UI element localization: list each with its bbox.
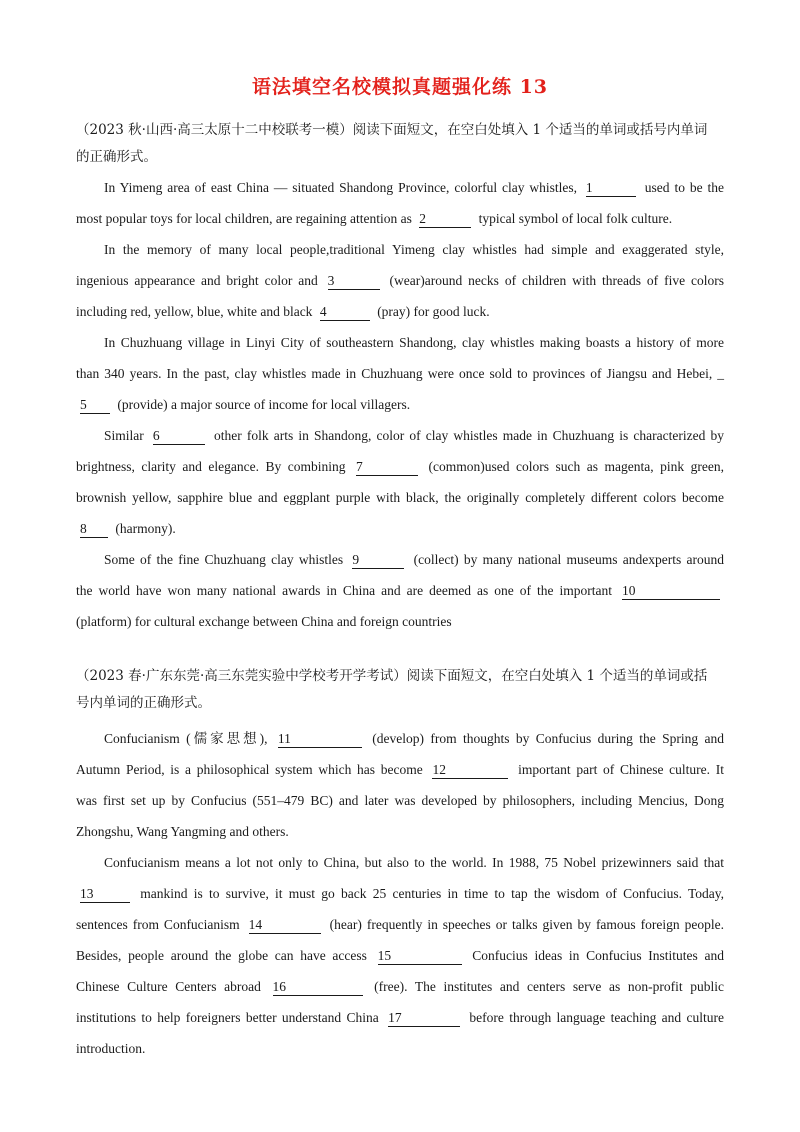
- section1-line: [76, 612, 724, 632]
- section2-line: [76, 946, 724, 966]
- passage-text: (hear) frequently in speeches or talks given by famous foreign people.: [324, 917, 724, 932]
- section1-line: [104, 333, 724, 353]
- passage-text: brightness, clarity and elegance. By combining: [76, 459, 352, 474]
- passage-text: Similar: [104, 428, 149, 443]
- passage-text: (collect) by many national museums andexperts around: [408, 552, 724, 567]
- section1-line: [104, 426, 724, 446]
- passage-text: was first set up by Confucius (551–479 BC) and later was developed by philosophers, including Mencius, Dong: [76, 793, 724, 808]
- passage-text: before through language teaching and culture: [464, 1010, 724, 1025]
- section1-line: [76, 209, 724, 229]
- answer-blank-15[interactable]: 15: [378, 948, 462, 965]
- passage-text: brownish yellow, sapphire blue and eggplant purple with black, the originally completely different colors become: [76, 490, 724, 505]
- passage-text: In the memory of many local people,traditional Yimeng clay whistles had simple and exaggerated style,: [104, 242, 724, 257]
- passage-text: (common)used colors such as magenta, pink green,: [422, 459, 724, 474]
- answer-blank-13[interactable]: 13: [80, 886, 130, 903]
- section2-line: [76, 822, 724, 842]
- page-title: 语法填空名校模拟真题强化练 13: [251, 76, 549, 98]
- answer-blank-10[interactable]: 10: [622, 583, 720, 600]
- answer-blank-1[interactable]: 1: [586, 180, 636, 197]
- section2-line: [76, 884, 724, 904]
- passage-text: (harmony).: [112, 521, 176, 536]
- passage-text: than 340 years. In the past, clay whistles made in Chuzhuang were once sold to provinces of Jiangsu and Hebei, _: [76, 366, 724, 381]
- answer-blank-9[interactable]: 9: [352, 552, 404, 569]
- section1-line: [76, 364, 724, 384]
- answer-blank-16[interactable]: 16: [273, 979, 363, 996]
- passage-text: In Chuzhuang village in Linyi City of southeastern Shandong, clay whistles making boasts a history of more: [104, 335, 724, 350]
- passage-text: (free). The institutes and centers serve as non-profit public: [366, 979, 724, 994]
- passage-text: In Yimeng area of east China — situated Shandong Province, colorful clay whistles,: [104, 180, 582, 195]
- passage-text: Autumn Period, is a philosophical system which has become: [76, 762, 429, 777]
- passage-text: institutions to help foreigners better understand China: [76, 1010, 385, 1025]
- section2-instructions-line2: 号内单词的正确形式。: [76, 695, 211, 711]
- passage-text: sentences from Confucianism: [76, 917, 245, 932]
- section2-line: [104, 729, 724, 749]
- passage-text: (pray) for good luck.: [373, 304, 490, 319]
- section1-line: [76, 302, 724, 322]
- section2-line: [76, 915, 724, 935]
- section2-instructions-line1: （2023 春·广东东莞·高三东莞实验中学校考开学考试）阅读下面短文，在空白处填入 1 个适当的单词或括: [76, 668, 708, 684]
- section1-line: [104, 550, 724, 570]
- passage-text: Confucianism means a lot not only to China, but also to the world. In 1988, 75 Nobel prizewinners said that: [104, 855, 724, 870]
- answer-blank-4[interactable]: 4: [320, 304, 370, 321]
- section1-line: [76, 581, 724, 601]
- answer-blank-7[interactable]: 7: [356, 459, 418, 476]
- section1-line: [76, 457, 724, 477]
- section2-line: [76, 791, 724, 811]
- passage-text: typical symbol of local folk culture.: [475, 211, 673, 226]
- answer-blank-17[interactable]: 17: [388, 1010, 460, 1027]
- answer-blank-12[interactable]: 12: [432, 762, 508, 779]
- passage-text: (develop) from thoughts by Confucius during the Spring and: [365, 731, 724, 746]
- answer-blank-6[interactable]: 6: [153, 428, 205, 445]
- answer-blank-3[interactable]: 3: [328, 273, 380, 290]
- answer-blank-2[interactable]: 2: [419, 211, 471, 228]
- section2-line: [76, 760, 724, 780]
- answer-blank-8[interactable]: 8: [80, 521, 108, 538]
- section2-instructions: [76, 663, 726, 717]
- answer-blank-14[interactable]: 14: [249, 917, 321, 934]
- passage-text: ingenious appearance and bright color and: [76, 273, 324, 288]
- section2-line: [76, 977, 724, 997]
- passage-text: including red, yellow, blue, white and black: [76, 304, 316, 319]
- answer-blank-5[interactable]: 5: [80, 397, 110, 414]
- passage-text: Besides, people around the globe can have access: [76, 948, 374, 963]
- section1-line: [104, 178, 724, 198]
- section1-line: [76, 488, 724, 508]
- passage-text: mankind is to survive, it must go back 25 centuries in time to tap the wisdom of Confucius. Today,: [134, 886, 724, 901]
- section1-line: [104, 240, 724, 260]
- passage-text: Confucius ideas in Confucius Institutes and: [465, 948, 724, 963]
- section1-line: [76, 519, 724, 539]
- passage-text: Confucianism (儒家思想),: [104, 731, 274, 746]
- passage-text: important part of Chinese culture. It: [512, 762, 724, 777]
- passage-text: (provide) a major source of income for local villagers.: [114, 397, 411, 412]
- answer-blank-11[interactable]: 11: [278, 731, 362, 748]
- passage-text: used to be the: [639, 180, 724, 195]
- section1-line: [76, 395, 724, 415]
- section2-line: [104, 853, 724, 873]
- passage-text: the world have won many national awards in China and are deemed as one of the important: [76, 583, 618, 598]
- section1-instructions-line2: 的正确形式。: [76, 149, 157, 165]
- section1-instructions-line1: （2023 秋·山西·高三太原十二中校联考一模）阅读下面短文，在空白处填入 1 个适当的单词或括号内单词: [76, 122, 708, 138]
- passage-text: Some of the fine Chuzhuang clay whistles: [104, 552, 349, 567]
- section1-instructions: [76, 117, 726, 171]
- passage-text: introduction.: [76, 1041, 146, 1056]
- passage-text: other folk arts in Shandong, color of clay whistles made in Chuzhuang is characterized by: [208, 428, 724, 443]
- passage-text: Chinese Culture Centers abroad: [76, 979, 269, 994]
- passage-text: most popular toys for local children, are regaining attention as: [76, 211, 416, 226]
- section2-line: [76, 1039, 724, 1059]
- section1-line: [76, 271, 724, 291]
- section2-line: [76, 1008, 724, 1028]
- passage-text: (wear)around necks of children with threads of five colors: [383, 273, 724, 288]
- passage-text: Zhongshu, Wang Yangming and others.: [76, 824, 289, 839]
- passage-text: (platform) for cultural exchange between China and foreign countries: [76, 614, 452, 629]
